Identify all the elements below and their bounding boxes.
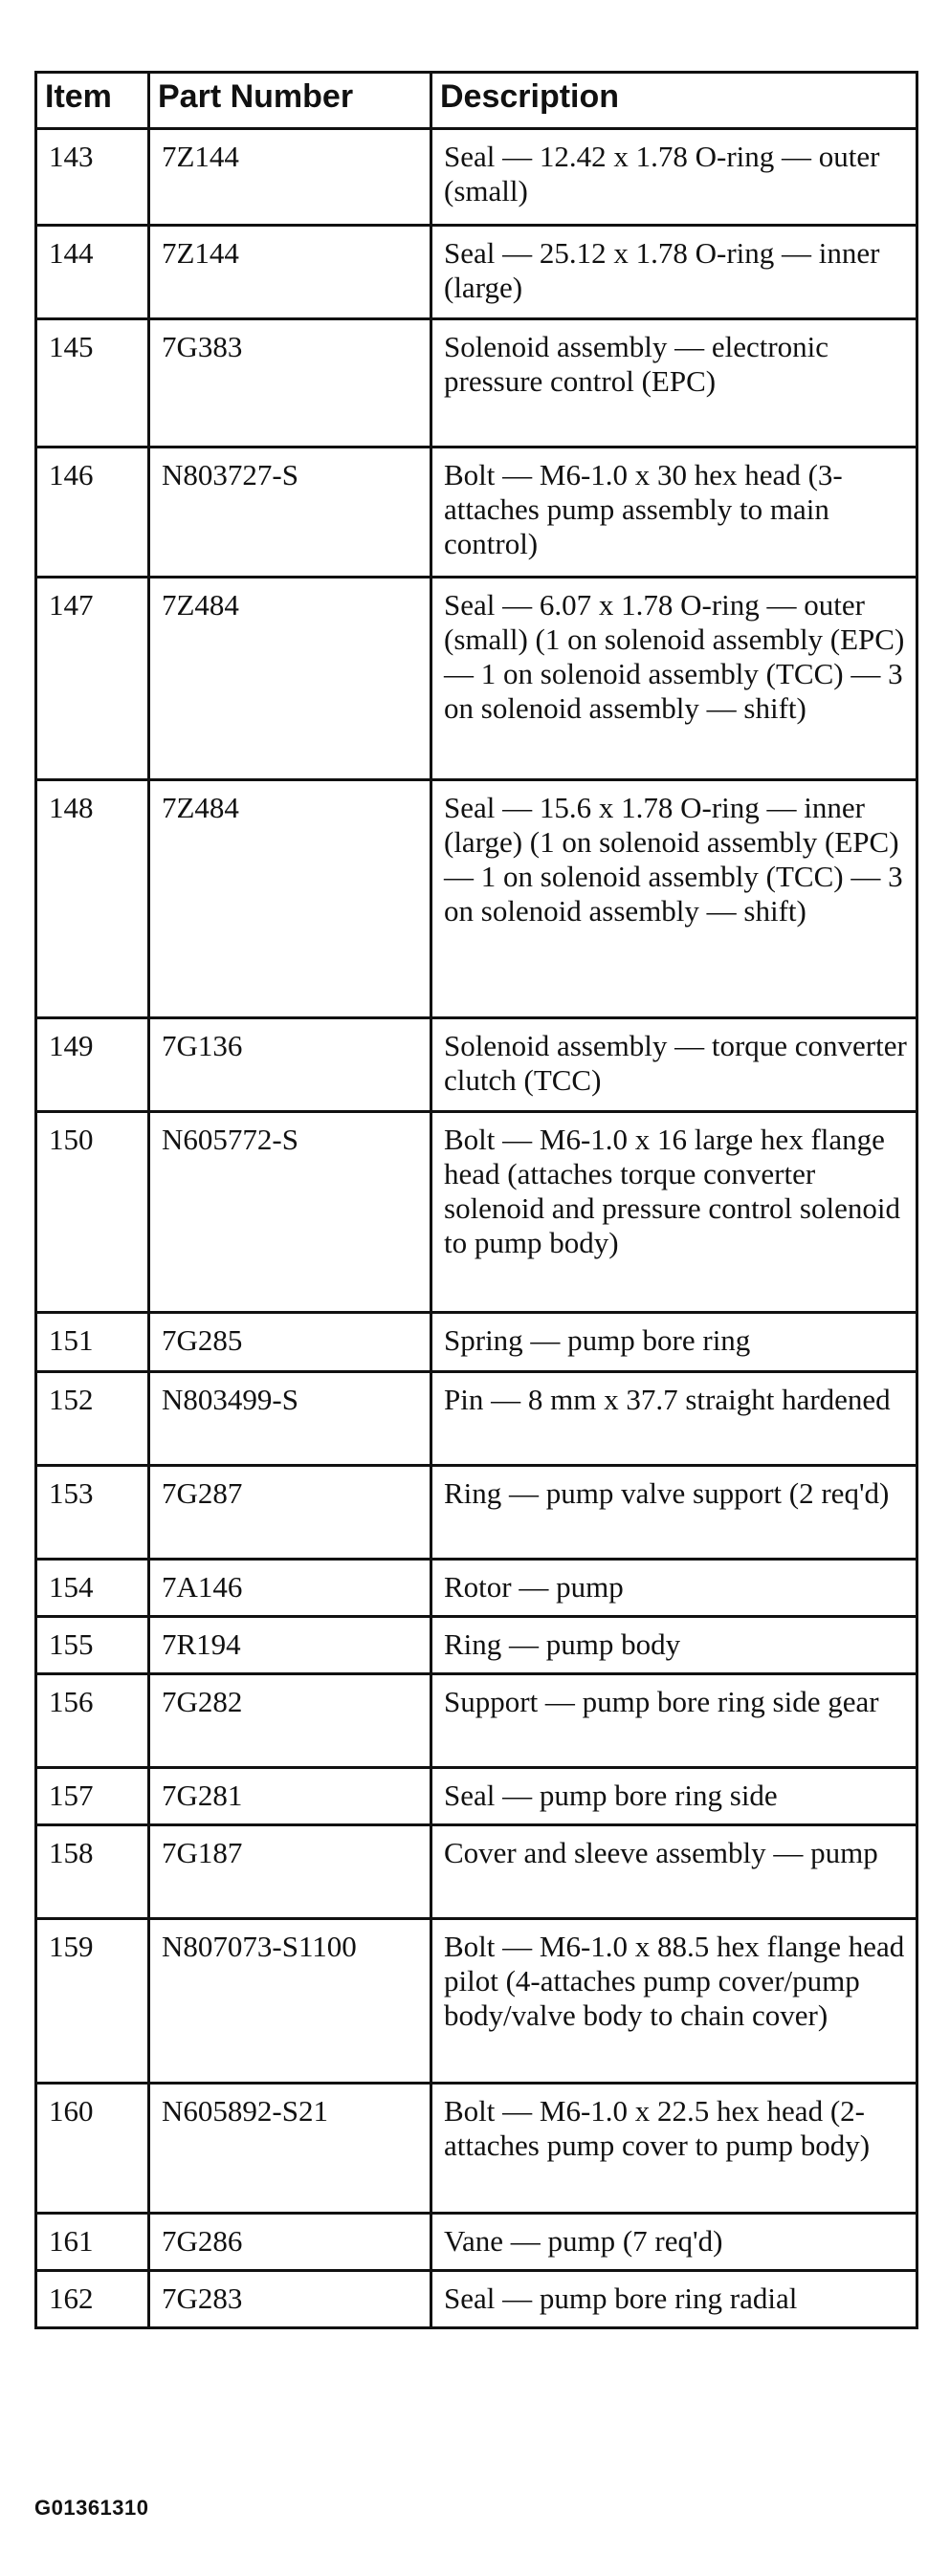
cell-description: Seal — 15.6 x 1.78 O-ring — inner (large) (1 on solenoid assembly (EPC) — 1 on solenoid assembly (TCC) — 3 on solenoid assembly — shift) [431,780,917,1018]
cell-item: 149 [36,1018,149,1112]
cell-part-number: 7R194 [149,1617,431,1674]
cell-part-number: N605892-S21 [149,2084,431,2214]
cell-item: 153 [36,1466,149,1560]
table-row [36,1674,917,1768]
cell-item: 152 [36,1372,149,1466]
cell-description: Rotor — pump [431,1560,917,1617]
cell-description: Solenoid assembly — torque converter clutch (TCC) [431,1018,917,1112]
cell-description: Seal — 6.07 x 1.78 O-ring — outer (small) (1 on solenoid assembly (EPC) — 1 on solenoid assembly (TCC) — 3 on solenoid assembly — shift) [431,578,917,780]
cell-description: Cover and sleeve assembly — pump [431,1825,917,1919]
cell-description: Bolt — M6-1.0 x 22.5 hex head (2-attaches pump cover to pump body) [431,2084,917,2214]
cell-description: Bolt — M6-1.0 x 16 large hex flange head (attaches torque converter solenoid and pressure control solenoid to pump body) [431,1112,917,1313]
cell-description: Ring — pump body [431,1617,917,1674]
cell-part-number: 7G287 [149,1466,431,1560]
parts-table [34,71,918,2329]
cell-description: Bolt — M6-1.0 x 88.5 hex flange head pilot (4-attaches pump cover/pump body/valve body to chain cover) [431,1919,917,2084]
cell-part-number: 7G383 [149,319,431,448]
cell-item: 154 [36,1560,149,1617]
cell-item: 147 [36,578,149,780]
cell-item: 157 [36,1768,149,1825]
cell-item: 148 [36,780,149,1018]
table-row [36,1372,917,1466]
table-row [36,1825,917,1919]
cell-item: 156 [36,1674,149,1768]
cell-description: Pin — 8 mm x 37.7 straight hardened [431,1372,917,1466]
cell-part-number: N807073-S1100 [149,1919,431,2084]
table-row [36,2214,917,2271]
cell-part-number: N803727-S [149,448,431,578]
cell-part-number: 7G286 [149,2214,431,2271]
cell-description: Bolt — M6-1.0 x 30 hex head (3-attaches pump assembly to main control) [431,448,917,578]
table-row [36,2271,917,2328]
cell-description: Support — pump bore ring side gear [431,1674,917,1768]
table-row [36,780,917,1018]
cell-part-number: 7G283 [149,2271,431,2328]
cell-part-number: 7Z484 [149,780,431,1018]
cell-part-number: 7G281 [149,1768,431,1825]
table-row [36,1919,917,2084]
column-header-item: Item [36,73,149,129]
cell-item: 145 [36,319,149,448]
cell-description: Seal — pump bore ring side [431,1768,917,1825]
cell-part-number: N803499-S [149,1372,431,1466]
table-row [36,1112,917,1313]
column-header-part-number: Part Number [149,73,431,129]
cell-description: Solenoid assembly — electronic pressure control (EPC) [431,319,917,448]
cell-item: 161 [36,2214,149,2271]
cell-item: 143 [36,129,149,226]
cell-item: 159 [36,1919,149,2084]
cell-part-number: 7G187 [149,1825,431,1919]
cell-item: 155 [36,1617,149,1674]
cell-description: Seal — 12.42 x 1.78 O-ring — outer (small) [431,129,917,226]
parts-table-container [34,71,916,2329]
cell-item: 162 [36,2271,149,2328]
cell-item: 150 [36,1112,149,1313]
table-body [36,129,917,2328]
cell-description: Seal — 25.12 x 1.78 O-ring — inner (large) [431,226,917,319]
cell-description: Seal — pump bore ring radial [431,2271,917,2328]
table-row [36,448,917,578]
table-row [36,578,917,780]
cell-part-number: 7G136 [149,1018,431,1112]
column-header-description: Description [431,73,917,129]
cell-part-number: 7Z484 [149,578,431,780]
cell-item: 160 [36,2084,149,2214]
cell-description: Vane — pump (7 req'd) [431,2214,917,2271]
cell-description: Ring — pump valve support (2 req'd) [431,1466,917,1560]
cell-part-number: 7Z144 [149,129,431,226]
cell-part-number: 7A146 [149,1560,431,1617]
figure-id-label: G01361310 [34,2496,149,2520]
table-row [36,129,917,226]
table-row [36,2084,917,2214]
table-row [36,1466,917,1560]
cell-item: 146 [36,448,149,578]
table-row [36,1313,917,1372]
cell-description: Spring — pump bore ring [431,1313,917,1372]
cell-part-number: 7G282 [149,1674,431,1768]
cell-part-number: N605772-S [149,1112,431,1313]
table-row [36,1560,917,1617]
cell-part-number: 7Z144 [149,226,431,319]
table-row [36,1768,917,1825]
table-row [36,1617,917,1674]
cell-item: 158 [36,1825,149,1919]
cell-item: 144 [36,226,149,319]
cell-part-number: 7G285 [149,1313,431,1372]
cell-item: 151 [36,1313,149,1372]
table-row [36,1018,917,1112]
table-row [36,319,917,448]
table-row [36,226,917,319]
table-header-row [36,73,917,129]
